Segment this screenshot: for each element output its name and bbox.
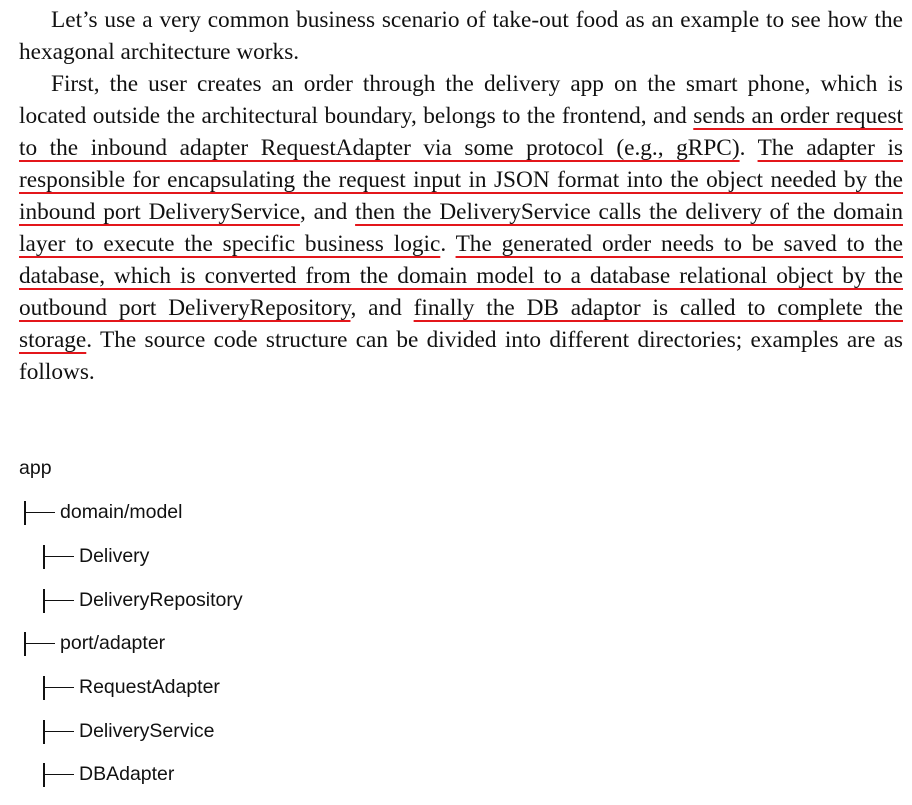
- tree-root-label: app: [19, 457, 52, 479]
- tree-item-label: domain/model: [60, 501, 183, 523]
- tree-root: [19, 453, 52, 483]
- tree-item-label: DeliveryRepository: [79, 589, 243, 611]
- tree-item: [19, 497, 182, 527]
- prose-body: [19, 4, 903, 388]
- underlined-phrase: The adapter is responsible for encapsulating the request input in JSON format into the object needed by the inbound port DeliveryService: [19, 135, 903, 225]
- tree-item-label: DBAdapter: [79, 763, 175, 785]
- tree-item-label: RequestAdapter: [79, 676, 220, 698]
- tree-item-label: port/adapter: [60, 632, 166, 654]
- tree-item: [38, 541, 149, 571]
- paragraph-workflow: [19, 68, 903, 388]
- tree-item: [38, 672, 220, 702]
- underlined-phrase: sends an order request to the inbound adapter RequestAdapter via some protocol (e.g., gRPC): [19, 103, 903, 161]
- tree-item: [19, 628, 165, 658]
- underlined-phrase: finally the DB adaptor is called to complete the storage: [19, 295, 903, 353]
- tree-branch-connector: [19, 631, 55, 657]
- text-run: Let’s use a very common business scenario of take-out food as an example to see how the hexagonal architecture works.: [19, 7, 903, 65]
- underlined-phrase: The generated order needs to be saved to the database, which is converted from the domain model to a database relational object by the outbound port DeliveryRepository: [19, 231, 903, 321]
- text-run: . The source code structure can be divided into different directories; examples are as follows.: [19, 327, 903, 385]
- tree-item-label: DeliveryService: [79, 720, 215, 742]
- tree-branch-connector: [38, 588, 74, 614]
- tree-item: [38, 585, 243, 615]
- text-run: First, the user creates an order through the delivery app on the smart phone, which is located outside the architectural boundary, belongs to the frontend, and: [19, 71, 903, 129]
- text-run: .: [739, 135, 758, 161]
- paragraph-intro: [19, 4, 903, 68]
- tree-item: [38, 716, 214, 746]
- text-run: , and: [299, 199, 356, 225]
- tree-item-label: Delivery: [79, 545, 150, 567]
- text-run: .: [440, 231, 456, 257]
- text-run: , and: [350, 295, 414, 321]
- tree-branch-connector: [38, 544, 74, 570]
- tree-item: [38, 759, 174, 789]
- tree-branch-connector: [38, 675, 74, 701]
- tree-branch-connector: [38, 762, 74, 788]
- tree-branch-connector: [38, 719, 74, 745]
- underlined-phrase: then the DeliveryService calls the delivery of the domain layer to execute the specific business logic: [19, 199, 903, 257]
- tree-branch-connector: [19, 500, 55, 526]
